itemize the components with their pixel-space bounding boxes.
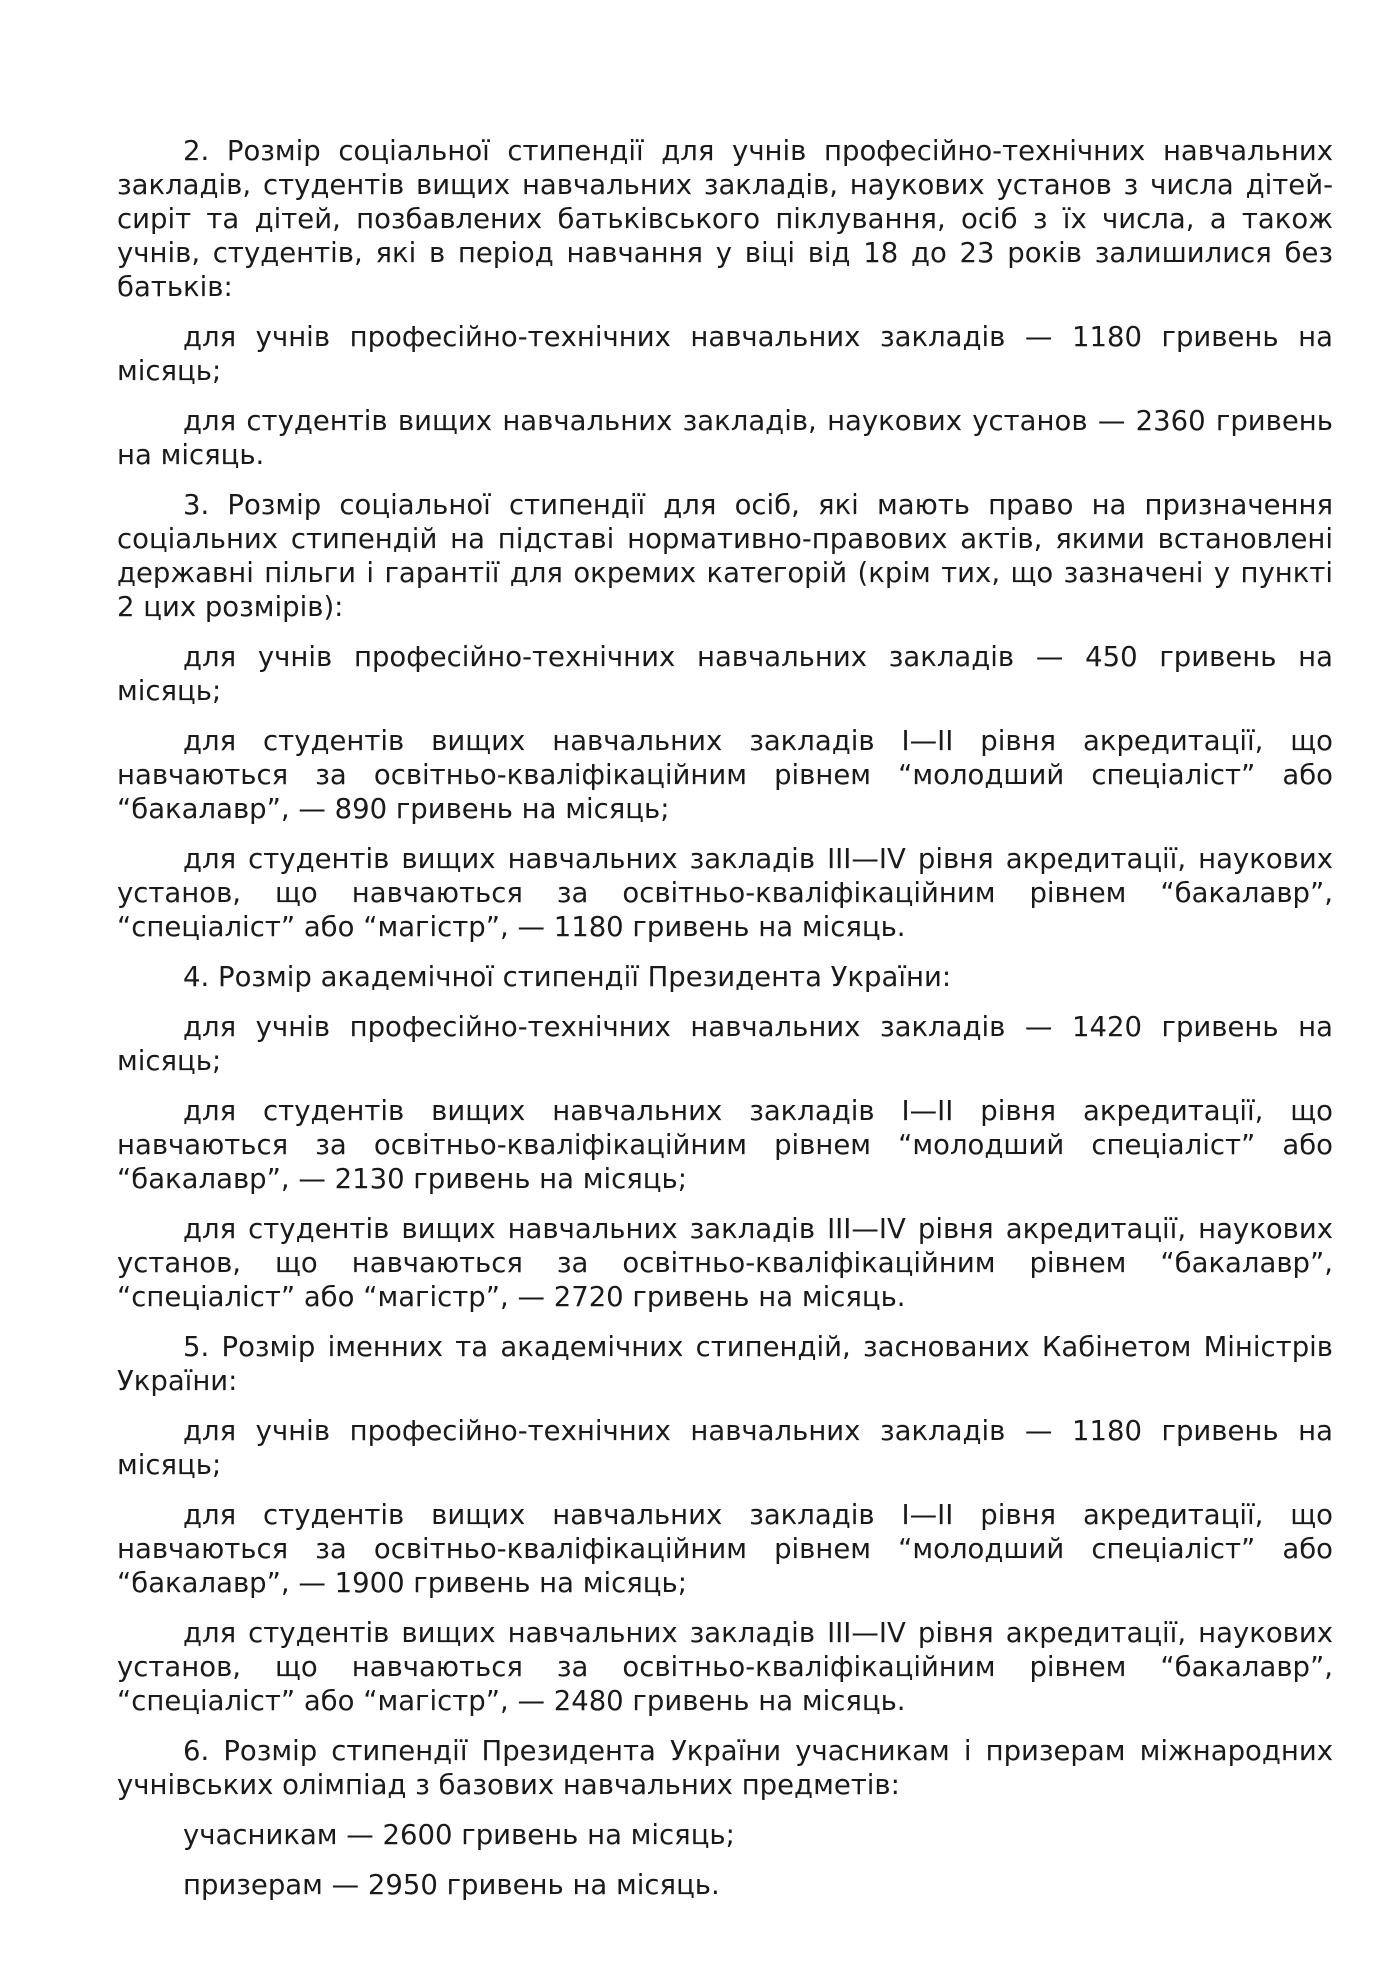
paragraph-item-6-winners: призерам — 2950 гривень на місяць. (183, 1869, 720, 1901)
paragraph-item-5: 5. Розмір іменних та академічних стипендій, заснованих Кабінетом Міністрів України: (117, 1331, 1333, 1397)
paragraph-item-3: 3. Розмір соціальної стипендії для осіб, які мають право на призначення соціальних стипендій на підставі нормативно-правових актів, якими встановлені державні пільги і гарантії для окремих категорій (крім тих, що зазначені у пункті 2 цих розмірів): (117, 489, 1333, 623)
paragraph-item-3-vocational: для учнів професійно-технічних навчальних закладів — 450 гривень на місяць; (117, 641, 1333, 707)
paragraph-item-3-level-1-2: для студентів вищих навчальних закладів I—II рівня акредитації, що навчаються за освітньо-кваліфікаційним рівнем “молодший спеціаліст” або “бакалавр”, — 890 гривень на місяць; (117, 725, 1333, 825)
paragraph-item-2: 2. Розмір соціальної стипендії для учнів професійно-технічних навчальних закладів, студентів вищих навчальних закладів, наукових установ з числа дітей-сиріт та дітей, позбавлених батьківського піклування, осіб з їх числа, а також учнів, студентів, які в період навчання у віці від 18 до 23 років залишилися без батьків: (117, 135, 1333, 303)
paragraph-item-6-participants: учасникам — 2600 гривень на місяць; (183, 1819, 735, 1851)
paragraph-item-4-level-1-2: для студентів вищих навчальних закладів I—II рівня акредитації, що навчаються за освітньо-кваліфікаційним рівнем “молодший спеціаліст” або “бакалавр”, — 2130 гривень на місяць; (117, 1095, 1333, 1195)
paragraph-item-4: 4. Розмір академічної стипендії Президента України: (183, 961, 952, 993)
document-page (117, 134, 1333, 1918)
paragraph-item-4-level-3-4: для студентів вищих навчальних закладів III—IV рівня акредитації, наукових установ, що навчаються за освітньо-кваліфікаційним рівнем “бакалавр”, “спеціаліст” або “магістр”, — 2720 гривень на місяць. (117, 1213, 1333, 1313)
paragraph-item-5-vocational: для учнів професійно-технічних навчальних закладів — 1180 гривень на місяць; (117, 1415, 1333, 1481)
paragraph-item-2-vocational: для учнів професійно-технічних навчальних закладів — 1180 гривень на місяць; (117, 321, 1333, 387)
paragraph-item-2-higher: для студентів вищих навчальних закладів, наукових установ — 2360 гривень на місяць. (117, 405, 1333, 471)
paragraph-item-6: 6. Розмір стипендії Президента України учасникам і призерам міжнародних учнівських олімпіад з базових навчальних предметів: (117, 1735, 1333, 1801)
paragraph-item-4-vocational: для учнів професійно-технічних навчальних закладів — 1420 гривень на місяць; (117, 1011, 1333, 1077)
paragraph-item-3-level-3-4: для студентів вищих навчальних закладів III—IV рівня акредитації, наукових установ, що навчаються за освітньо-кваліфікаційним рівнем “бакалавр”, “спеціаліст” або “магістр”, — 1180 гривень на місяць. (117, 843, 1333, 943)
paragraph-item-5-level-3-4: для студентів вищих навчальних закладів III—IV рівня акредитації, наукових установ, що навчаються за освітньо-кваліфікаційним рівнем “бакалавр”, “спеціаліст” або “магістр”, — 2480 гривень на місяць. (117, 1617, 1333, 1717)
paragraph-item-5-level-1-2: для студентів вищих навчальних закладів I—II рівня акредитації, що навчаються за освітньо-кваліфікаційним рівнем “молодший спеціаліст” або “бакалавр”, — 1900 гривень на місяць; (117, 1499, 1333, 1599)
